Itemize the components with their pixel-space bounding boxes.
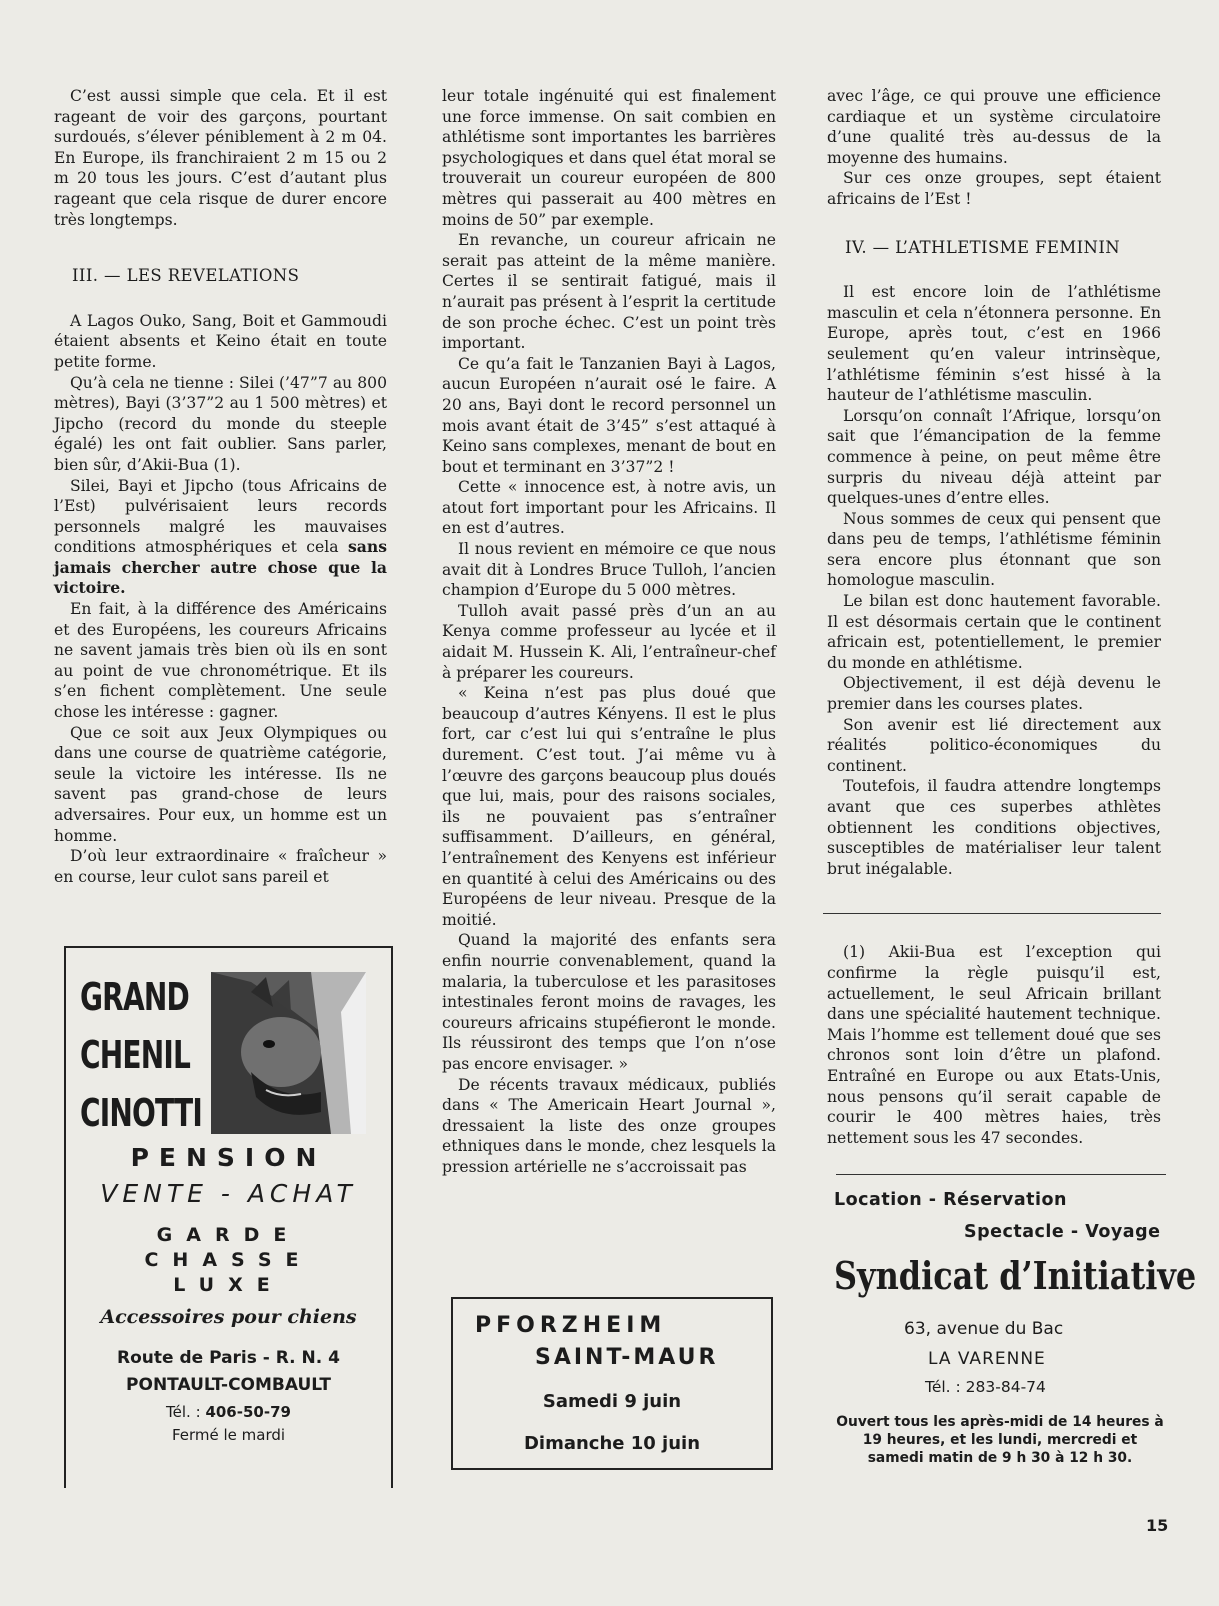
section-divider	[823, 879, 1161, 914]
pforzheim-advertisement	[451, 1297, 773, 1470]
kennel-city: PONTAULT-COMBAULT	[126, 1375, 331, 1395]
paragraph: Le bilan est donc hautement favorable. Il est désormais certain que le continent africain est, potentiellement, le premier du monde en athlétisme.	[827, 592, 1161, 672]
paragraph: Cette « innocence est, à notre avis, un atout fort important pour les Africains. Il en est d’autres.	[442, 478, 776, 538]
paragraph: Lorsqu’on connaît l’Afrique, lorsqu’on sait que l’émancipation de la femme commence à peine, on peut même être surpris du niveau déjà atteint par quelques-unes d’entre elles.	[827, 406, 1161, 508]
phone-number: 406-50-79	[205, 1403, 291, 1421]
page-number: 15	[1146, 1516, 1169, 1535]
paragraph: leur totale ingénuité qui est finalement une force immense. On sait combien en athlétisme sont importantes les barrières psychologiques et dans quel état moral se trouverait un coureur européen de 800 mètres qui passerait au 400 mètres en moins de 50” par exemple.	[442, 87, 776, 229]
paragraph: Sur ces onze groupes, sept étaient africains de l’Est !	[827, 169, 1161, 208]
article-column-3	[827, 86, 1161, 1148]
kennel-title-line: GRAND	[80, 975, 189, 1019]
kennel-accessories: Accessoires pour chiens	[100, 1306, 357, 1328]
kennel-service: CHASSE	[144, 1249, 313, 1271]
kennel-service: GARDE	[156, 1224, 301, 1246]
paragraph: C’est aussi simple que cela. Et il est rageant de voir des garçons, pourtant surdoués, s’élever péniblement à 2 m 04. En Europe, ils franchiraient 2 m 15 ou 2 m 20 tous les jours. C’est d’autant plus rageant que cela risque de durer encore très longtemps.	[54, 87, 387, 229]
emphasis-text: sans jamais chercher autre chose que la victoire.	[54, 537, 387, 598]
article-column-2	[442, 86, 776, 1177]
section-heading: IV. — L’ATHLETISME FEMININ	[845, 237, 1121, 257]
paragraph: Que ce soit aux Jeux Olympiques ou dans une course de quatrième catégorie, seule la victoire les intéresse. Ils ne savent pas grand-chose de leurs adversaires. Pour eux, un homme est un homme.	[54, 723, 387, 845]
kennel-title-line: CHENIL	[80, 1033, 191, 1077]
syndicat-name: Syndicat d’Initiative	[834, 1253, 1197, 1298]
syndicat-phone: Tél. : 283-84-74	[925, 1378, 1046, 1396]
paragraph: Qu’à cela ne tienne : Silei (’47”7 au 800 mètres), Bayi (3’37”2 au 1 500 mètres) et Jipcho (record du monde du steeple égalé) les ont fait oublier. Sans parler, bien sûr, d’Akii-Bua (1).	[54, 373, 387, 474]
article-column-1	[54, 86, 387, 887]
dog-photo	[211, 972, 366, 1134]
kennel-closed-day: Fermé le mardi	[171, 1426, 286, 1444]
syndicat-city: LA VARENNE	[928, 1349, 1046, 1369]
syndicat-hours: Ouvert tous les après-midi de 14 heures à 19 heures, et les lundi, mercredi et samedi matin de 9 h 30 à 12 h 30.	[836, 1414, 1164, 1466]
footnote: (1) Akii-Bua est l’exception qui confirme la règle puisqu’il est, actuellement, le seul Africain brillant dans une spécialité hautement technique. Mais l’homme est tellement doué que ses chronos sont loin d’être un plafond. Entraîné en Europe ou aux Etats-Unis, nous pensons qu’il serait capable de courir le 400 mètres haies, très nettement sous les 47 secondes.	[827, 943, 1161, 1147]
kennel-service: LUXE	[173, 1274, 284, 1296]
kennel-vente-achat: VENTE - ACHAT	[100, 1179, 357, 1208]
paragraph: « Keina n’est pas plus doué que beaucoup d’autres Kényens. Il est le plus fort, car c’est lui qui s’entraîne le plus durement. C’est tout. J’ai même vu à l’œuvre des garçons beaucoup plus doués que lui, mais, pour des raisons sociales, ils ne pouvaient pas s’entraîner suffisamment. D’ailleurs, en général, l’entraînement des Kenyens est inférieur en quantité à celui des Américains ou des Européens de leur niveau. Presque de la moitié.	[442, 684, 776, 929]
syndicat-services-line-1: Location - Réservation	[834, 1190, 1067, 1210]
phone-label: Tél. :	[166, 1403, 201, 1421]
paragraph: Son avenir est lié directement aux réalités politico-économiques du continent.	[827, 715, 1161, 775]
kennel-title	[80, 968, 202, 1142]
paragraph: A Lagos Ouko, Sang, Boit et Gammoudi étaient absents et Keino était en toute petite forme.	[54, 311, 387, 371]
dog-silhouette-image	[211, 972, 366, 1134]
paragraph	[54, 476, 387, 600]
paragraph: Toutefois, il faudra attendre longtemps avant que ces superbes athlètes obtiennent les conditions objectives, susceptibles de matérialiser leur talent brut inégalable.	[827, 777, 1161, 878]
ad-divider	[836, 1174, 1166, 1175]
event-date: Samedi 9 juin	[542, 1391, 682, 1412]
syndicat-services-line-2: Spectacle - Voyage	[964, 1222, 1161, 1242]
paragraph: Objectivement, il est déjà devenu le premier dans les courses plates.	[827, 674, 1161, 714]
paragraph: D’où leur extraordinaire « fraîcheur » en course, leur culot sans pareil et	[54, 847, 387, 886]
paragraph: En revanche, un coureur africain ne serait pas atteint de la même manière. Certes il se sentirait fatigué, mais il n’aurait pas présent à l’esprit la certitude de son proche échec. C’est un point très important.	[442, 231, 776, 353]
kennel-phone	[66, 1403, 391, 1421]
kennel-services	[66, 1223, 391, 1298]
saint-maur-title: SAINT-MAUR	[535, 1345, 719, 1370]
kennel-route: Route de Paris - R. N. 4	[117, 1348, 340, 1368]
paragraph: avec l’âge, ce qui prouve une efficience cardiaque et un système circulatoire d’une qualité très au-dessus de la moyenne des humains.	[827, 87, 1161, 167]
paragraph: Il nous revient en mémoire ce que nous avait dit à Londres Bruce Tulloh, l’ancien champion d’Europe du 5 000 mètres.	[442, 540, 776, 600]
event-date: Dimanche 10 juin	[523, 1433, 701, 1454]
paragraph-text: Silei, Bayi et Jipcho (tous Africains de l’Est) pulvérisaient leurs records personnels malgré les mauvaises conditions atmosphériques et cela	[54, 476, 387, 557]
paragraph: Quand la majorité des enfants sera enfin nourrie convenablement, quand la malaria, la tuberculose et les parasitoses intestinales feront moins de ravages, les coureurs africains stupéfieront le monde. Ils réussiront des temps que l’on n’ose pas encore envisager. »	[442, 931, 776, 1073]
syndicat-address: 63, avenue du Bac	[904, 1319, 1064, 1339]
paragraph: Nous sommes de ceux qui pensent que dans peu de temps, l’athlétisme féminin sera encore plus étonnant que son homologue masculin.	[827, 509, 1161, 590]
kennel-pension: PENSION	[130, 1143, 327, 1172]
paragraph: En fait, à la différence des Américains et des Européens, les coureurs Africains ne savent jamais très bien où ils en sont au point de vue chronométrique. Et ils s’en fichent complètement. Une seule chose les intéresse : gagner.	[54, 600, 387, 722]
section-heading: III. — LES REVELATIONS	[72, 266, 300, 286]
pforzheim-title: PFORZHEIM	[475, 1313, 667, 1338]
kennel-title-line: CINOTTI	[80, 1091, 202, 1135]
paragraph: De récents travaux médicaux, publiés dans « The Americain Heart Journal », dressaient la liste des onze groupes ethniques dans le monde, chez lesquels la pression artérielle ne s’accroissait pas	[442, 1075, 776, 1176]
paragraph: Tulloh avait passé près d’un an au Kenya comme professeur au lycée et il aidait M. Hussein K. Ali, l’entraîneur-chef à préparer les coureurs.	[442, 601, 776, 682]
paragraph: Ce qu’a fait le Tanzanien Bayi à Lagos, aucun Européen n’aurait osé le faire. A 20 ans, Bayi dont le record personnel un mois avant était de 3’45” s’est attaqué à Keino sans complexes, menant de bout en bout et terminant en 3’37”2 !	[442, 354, 776, 476]
paragraph: Il est encore loin de l’athlétisme masculin et cela n’étonnera personne. En Europe, après tout, c’est en 1966 seulement qu’en valeur intrinsèque, l’athlétisme féminin s’est hissé à la hauteur de l’athlétisme masculin.	[827, 283, 1161, 405]
kennel-advertisement	[64, 946, 393, 1488]
